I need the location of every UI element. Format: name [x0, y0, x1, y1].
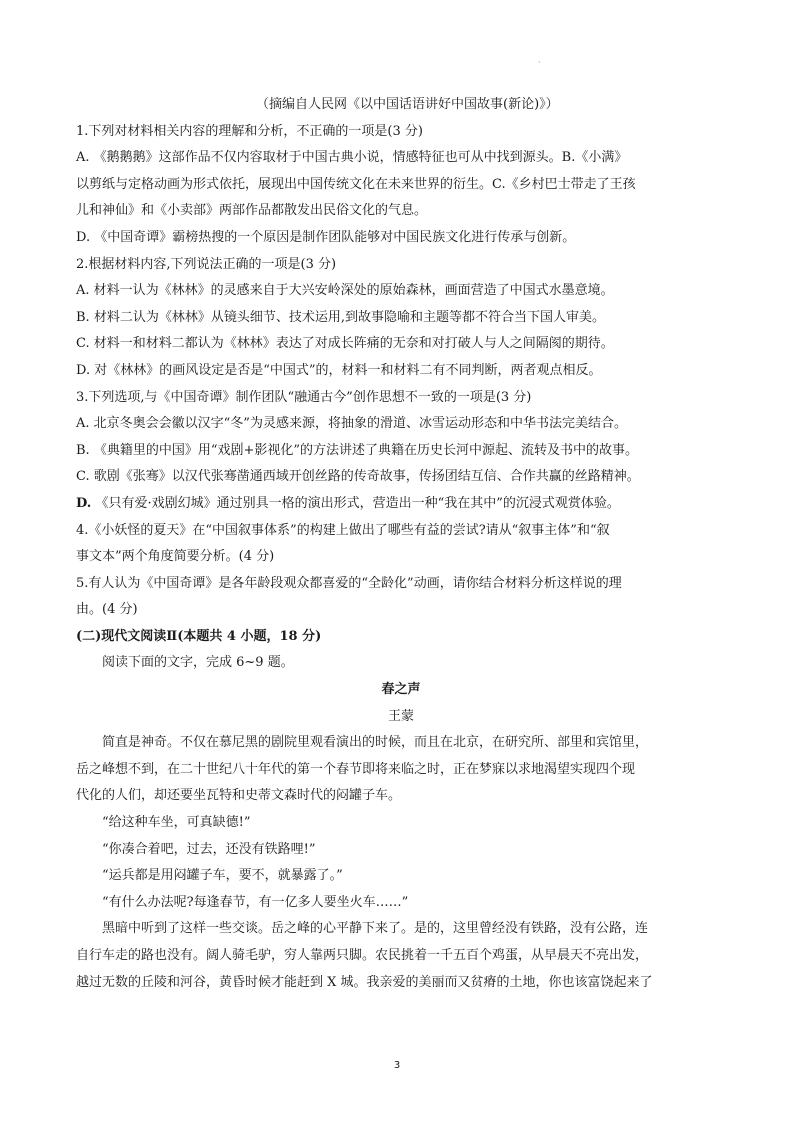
question-2-option-c: C. 材料一和材料二都认为《林林》表达了对成长阵痛的无奈和对打破人与人之间隔阂的期待。 [76, 336, 614, 352]
question-1-stem: 1.下列对材料相关内容的理解和分析，不正确的一项是(3 分) [76, 123, 423, 139]
question-1-option-text: A. 《鹅鹅鹅》这部作品不仅内容取材于中国古典小说，情感特征也可从中找到源头。B.《小满》 [76, 150, 628, 166]
question-3-stem: 3.下列选项,与《中国奇谭》制作团队“融通古今”创作思想不一致的一项是(3 分) [76, 389, 532, 405]
dialogue-quote: “你凑合着吧，过去，还没有铁路哩!” [102, 841, 316, 857]
scan-dot: · [538, 58, 541, 67]
dialogue-quote: “有什么办法呢?每逢春节，有一亿多人要坐火车……” [102, 894, 409, 910]
question-2-option-d: D. 对《林林》的画风设定是否是“中国式”的，材料一和材料二有不同判断，两者观点相反。 [76, 362, 602, 378]
paragraph-line: 黑暗中听到了这样一些交谈。岳之峰的心平静下来了。是的，这里曾经没有铁路，没有公路，连 [102, 921, 649, 937]
dialogue-quote: “给这种车坐，可真缺德!” [102, 815, 251, 831]
section-heading: (二)现代文阅读Ⅱ(本题共 4 小题，18 分) [76, 628, 322, 644]
question-2-option-a: A. 材料一认为《林林》的灵感来自于大兴安岭深处的原始森林，画面营造了中国式水墨意境。 [76, 283, 614, 299]
story-author: 王蒙 [387, 708, 414, 724]
question-3-option-b: B. 《典籍里的中国》用“戏剧+影视化”的方法讲述了典籍在历史长河中源起、流转及书中的故事。 [76, 442, 639, 458]
question-5-line: 由。(4 分) [76, 602, 138, 618]
question-3-option-a: A. 北京冬奥会会徽以汉字“冬”为灵感来源，将抽象的滑道、冰雪运动形态和中华书法完美结合。 [76, 416, 627, 432]
question-4-line: 4.《小妖怪的夏天》在“中国叙事体系”的构建上做出了哪些有益的尝试?请从“叙事主体”和“叙 [76, 522, 610, 538]
question-4-line: 事文本”两个角度简要分析。(4 分) [76, 549, 275, 565]
option-d-text: 《只有爱·戏剧幻城》通过别具一格的演出形式，营造出一种“我在其中”的沉浸式观赏体验。 [91, 495, 620, 511]
story-title: 春之声 [381, 682, 421, 698]
question-1-option-d: D. 《中国奇谭》霸榜热搜的一个原因是制作团队能够对中国民族文化进行传承与创新。 [76, 229, 576, 245]
paragraph-line: 越过无数的丘陵和河谷，黄昏时候才能赶到 X 城。我亲爱的美丽而又贫瘠的土地，你也该富饶起来了 [76, 974, 653, 990]
question-1-option-text: 以剪纸与定格动画为形式依托，展现出中国传统文化在未来世界的衍生。C.《乡村巴士带走了王孩 [76, 176, 636, 192]
page-number: 3 [393, 1060, 401, 1071]
question-3-option-c: C. 歌剧《张骞》以汉代张骞凿通西域开创丝路的传奇故事，传扬团结互信、合作共赢的丝路精神。 [76, 469, 640, 485]
source-citation: （摘编自人民网《以中国话语讲好中国故事(新论)》） [256, 97, 559, 112]
document-body [76, 92, 726, 996]
question-2-option-b: B. 材料二认为《林林》从镜头细节、技术运用,到故事隐喻和主题等都不符合当下国人审美。 [76, 309, 605, 325]
question-1-option-text: 儿和神仙》和《小卖部》两部作品都散发出民俗文化的气息。 [76, 203, 428, 219]
question-5-line: 5.有人认为《中国奇谭》是各年龄段观众都喜爱的“全龄化”动画，请你结合材料分析这样说的理 [76, 575, 622, 591]
question-2-stem: 2.根据材料内容,下列说法正确的一项是(3 分) [76, 256, 337, 272]
dialogue-quote: “运兵都是用闷罐子车，要不，就暴露了。” [102, 868, 343, 884]
paragraph-line: 简直是神奇。不仅在慕尼黑的剧院里观看演出的时候，而且在北京，在研究所、部里和宾馆里， [102, 735, 649, 751]
paragraph-line: 自行车走的路也没有。阔人骑毛驴，穷人靠两只脚。农民挑着一千五百个鸡蛋，从早晨天不亮出发， [76, 948, 649, 963]
question-3-option-d [76, 491, 726, 518]
paragraph-line: 岳之峰想不到，在二十世纪八十年代的第一个春节即将来临之时，正在梦寐以求地渴望实现四个现 [76, 761, 636, 777]
reading-instruction: 阅读下面的文字，完成 6~9 题。 [102, 655, 294, 671]
option-d-label: D. [76, 495, 92, 511]
paragraph-line: 代化的人们，却还要坐瓦特和史蒂文森时代的闷罐子车。 [76, 788, 402, 804]
